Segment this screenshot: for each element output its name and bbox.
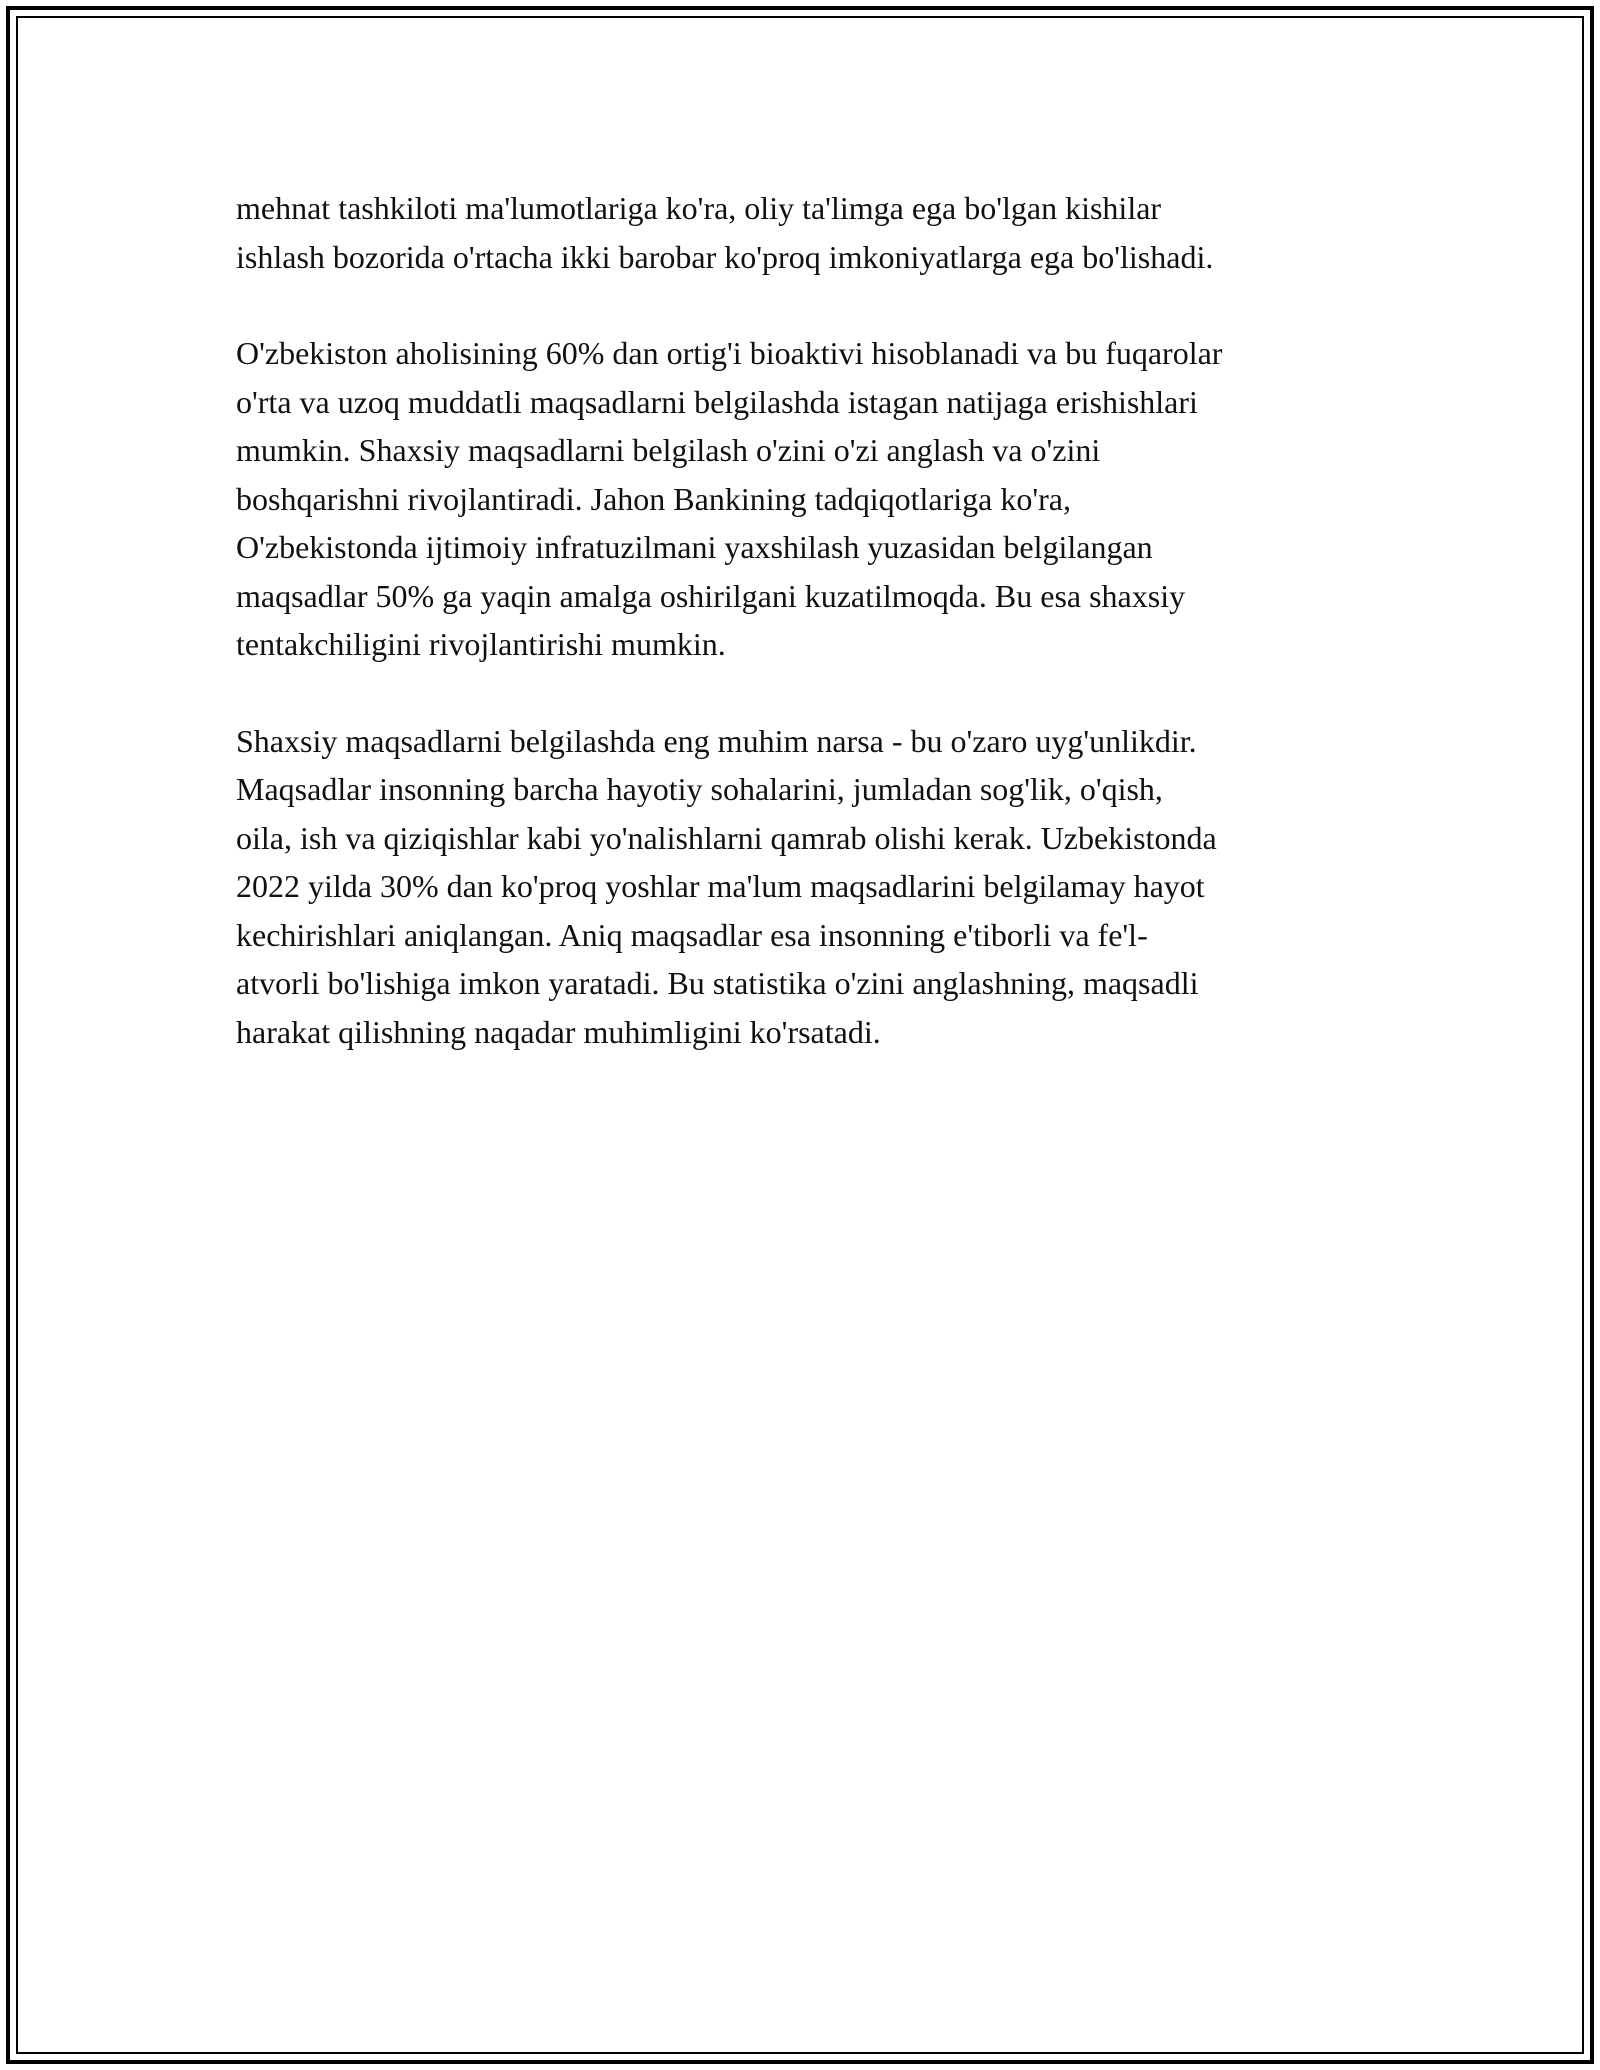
text-line: maqsadlar 50% ga yaqin amalga oshirilgani kuzatilmoqda. Bu esa shaxsiy xyxy=(236,577,1186,614)
text-line: o'rta va uzoq muddatli maqsadlarni belgilashda istagan natijaga erishishlari xyxy=(236,383,1198,420)
text-line: mehnat tashkiloti ma'lumotlariga ko'ra, oliy ta'limga ega bo'lgan kishilar xyxy=(236,190,1162,226)
text-line: boshqarishni rivojlantiradi. Jahon Bankining tadqiqotlariga ko'ra, xyxy=(236,480,1071,517)
paragraph-3 xyxy=(236,717,1376,1057)
text-line: atvorli bo'lishiga imkon yaratadi. Bu statistika o'zini anglashning, maqsadli xyxy=(236,965,1199,1001)
text-line: kechirishlari aniqlangan. Aniq maqsadlar esa insonning e'tiborli va fe'l- xyxy=(236,916,1148,953)
text-line: harakat qilishning naqadar muhimligini ko'rsatadi. xyxy=(236,1013,881,1050)
text-line: Shaxsiy maqsadlarni belgilashda eng muhim narsa - bu o'zaro uyg'unlikdir. xyxy=(236,722,1197,759)
text-line: 2022 yilda 30% dan ko'proq yoshlar ma'lum maqsadlarini belgilamay hayot xyxy=(236,868,1205,904)
text-line: tentakchiligini rivojlantirishi mumkin. xyxy=(236,626,726,662)
paragraph-2 xyxy=(236,329,1376,669)
text-line: O'zbekiston aholisining 60% dan ortig'i bioaktivi hisoblanadi va bu fuqarolar xyxy=(236,335,1223,371)
text-line: oila, ish va qiziqishlar kabi yo'nalishlarni qamrab olishi kerak. Uzbekistonda xyxy=(236,819,1217,856)
document-body xyxy=(236,184,1376,1104)
text-line: mumkin. Shaxsiy maqsadlarni belgilash o'zini o'zi anglash va o'zini xyxy=(236,432,1101,468)
paragraph-1 xyxy=(236,184,1376,281)
text-line: ishlash bozorida o'rtacha ikki barobar ko'proq imkoniyatlarga ega bo'lishadi. xyxy=(236,238,1214,275)
text-line: O'zbekistonda ijtimoiy infratuzilmani yaxshilash yuzasidan belgilangan xyxy=(236,529,1153,565)
text-line: Maqsadlar insonning barcha hayotiy sohalarini, jumladan sog'lik, o'qish, xyxy=(236,771,1163,807)
